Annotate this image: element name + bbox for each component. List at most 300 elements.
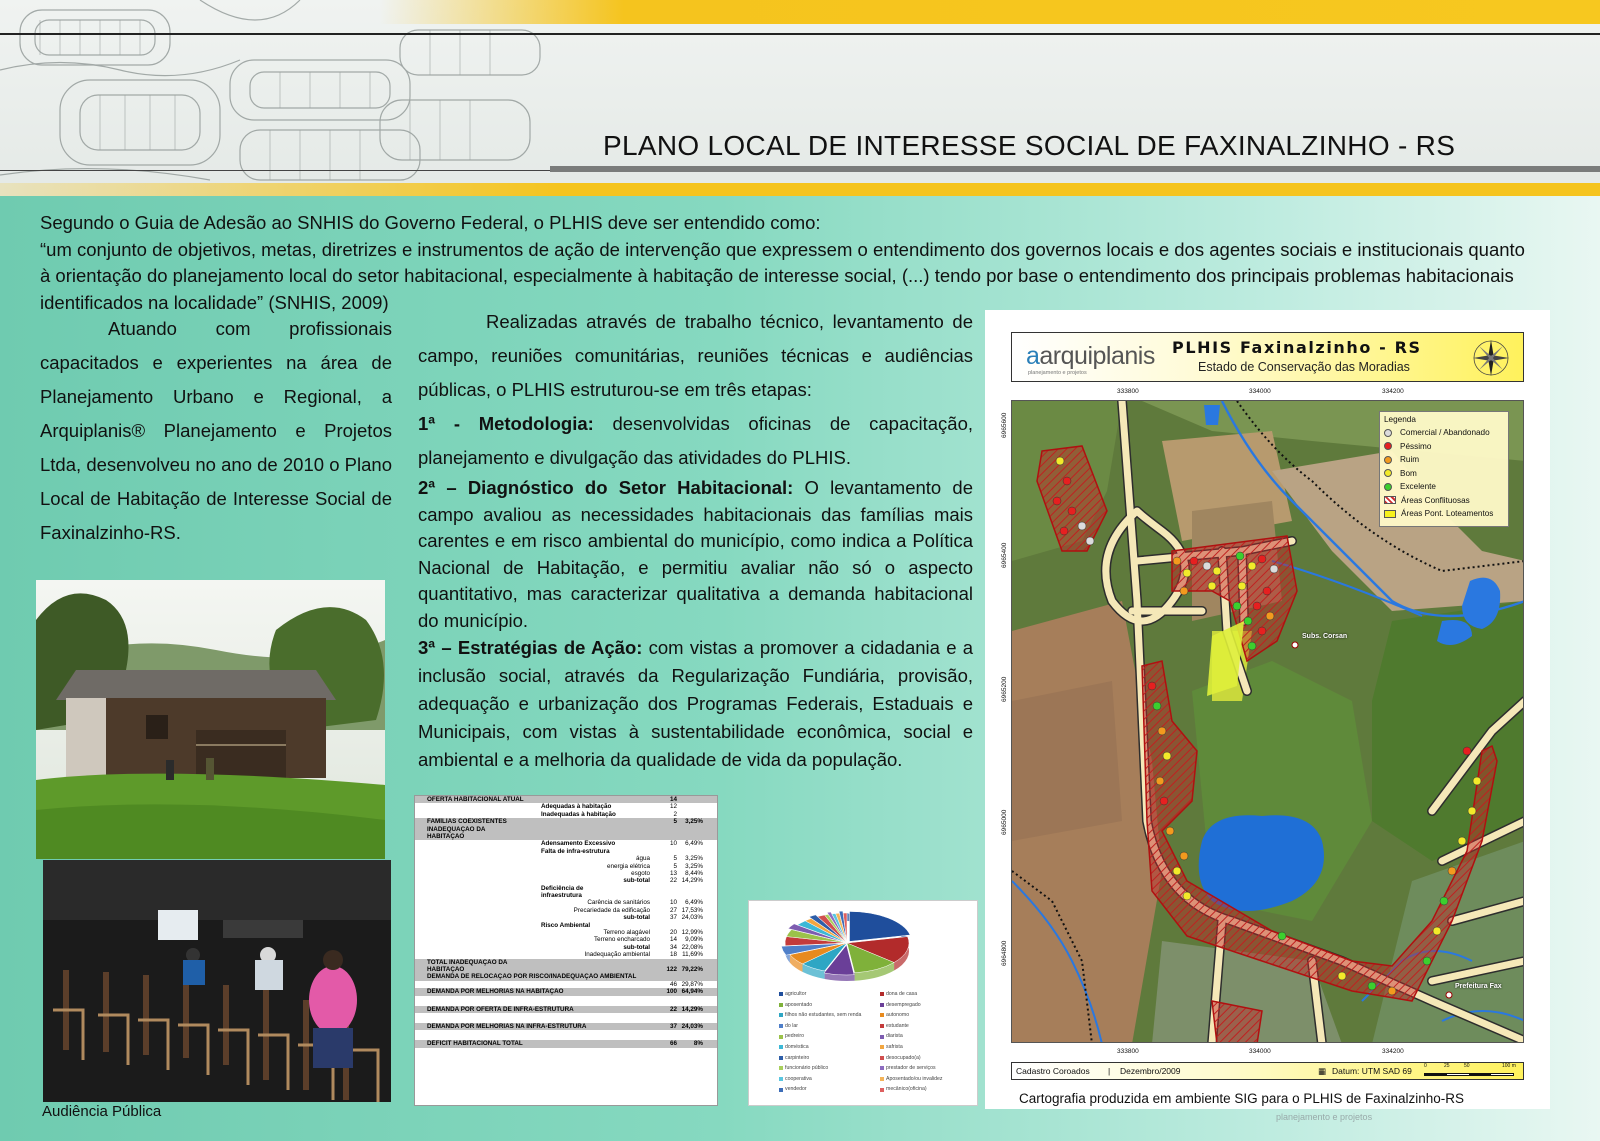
- dwelling-point: [1183, 892, 1191, 900]
- table-row: [415, 959, 717, 966]
- pie-legend-swatch: [779, 1066, 783, 1070]
- legend-swatch: [1384, 429, 1392, 437]
- table-row: [415, 877, 717, 884]
- pie-legend-item: [880, 1042, 975, 1053]
- pie-legend-swatch: [779, 1013, 783, 1017]
- header-thin-rule: [0, 170, 560, 171]
- pie-legend-item: [779, 1000, 874, 1011]
- table-row: [415, 885, 717, 892]
- table-cell: 6,49%: [685, 899, 703, 907]
- legend-item: Áreas Pont. Loteamentos: [1384, 507, 1504, 521]
- coord-side-5: 6964800: [1001, 940, 1008, 966]
- dwelling-point: [1060, 527, 1068, 535]
- table-row: [415, 863, 717, 870]
- table-cell: Risco Ambiental: [541, 921, 591, 929]
- intro-quote: “um conjunto de objetivos, metas, diretrizes e instrumentos de ação de intervenção que expressem o entendimento dos governos locais e dos agentes sociais e institucionais quanto à orientação do planejamento local do setor habitacional, especialmente à habitação de interesse social, (...) tendo por base o entendimento dos principais problemas habitacionais identificados na localidade” (SNHIS, 2009): [40, 238, 1525, 313]
- stage-2-title: 2ª – Diagnóstico do Setor Habitacional:: [418, 477, 794, 498]
- coord-side-3: 6965200: [1001, 676, 1008, 702]
- table-cell: Inadequação ambiental: [584, 951, 650, 959]
- pie-legend-swatch: [779, 1003, 783, 1007]
- table-cell: [653, 959, 679, 966]
- coord-top-3: 334200: [1382, 388, 1404, 395]
- pie-legend-label: autonomo: [886, 1012, 910, 1019]
- pie-legend-item: [880, 1000, 975, 1011]
- table-cell: 11,69%: [682, 951, 703, 959]
- legend-swatch: [1384, 510, 1396, 518]
- pie-legend-label: prestador de serviços: [886, 1065, 936, 1072]
- table-cell: Terreno alagável: [603, 929, 650, 937]
- table-row: [415, 966, 717, 973]
- stages-intro: Realizadas através de trabalho técnico, levantamento de campo, reuniões comunitárias, reuniões técnicas e audiências públicas, o PLHIS estruturou-se em três etapas:: [418, 311, 973, 400]
- table-cell: 17,53%: [681, 906, 703, 914]
- table-cell: 3,25%: [685, 862, 703, 870]
- pie-legend-swatch: [880, 1013, 884, 1017]
- table-cell: [415, 907, 533, 914]
- coord-side-2: 6965400: [1001, 542, 1008, 568]
- table-row: [415, 1023, 717, 1030]
- pie-legend-swatch: [880, 1077, 884, 1081]
- table-row: [415, 811, 717, 818]
- table-row: [415, 981, 717, 988]
- table-row: [415, 929, 717, 936]
- legend-item: Bom: [1384, 467, 1504, 481]
- table-cell: 122: [666, 965, 677, 973]
- table-cell: 14,29%: [681, 877, 703, 885]
- dwelling-point: [1463, 747, 1471, 755]
- map-legend: [1379, 411, 1509, 527]
- table-cell: 46: [669, 980, 677, 988]
- table-cell: 29,87%: [681, 980, 703, 988]
- pie-legend-swatch: [880, 1003, 884, 1007]
- table-cell: esgoto: [631, 869, 650, 877]
- table-cell: [415, 914, 533, 921]
- table-cell: 8,44%: [685, 869, 703, 877]
- table-cell: Deficiência de: [541, 884, 584, 892]
- pie-legend-label: carpinteiro: [785, 1054, 810, 1061]
- table-cell: 2: [673, 810, 677, 818]
- pie-legend-swatch: [880, 1066, 884, 1070]
- dwelling-point: [1180, 587, 1188, 595]
- legend-swatch: [1384, 496, 1396, 504]
- table-cell: infraestrutura: [541, 892, 582, 900]
- table-cell: 14: [669, 936, 677, 944]
- dwelling-point: [1153, 702, 1161, 710]
- scale-label: 0: [1424, 1063, 1427, 1069]
- legend-item: Áreas Conflituosas: [1384, 494, 1504, 508]
- map-panel: [985, 310, 1550, 1109]
- table-cell: Inadequadas à habitação: [541, 810, 616, 818]
- pie-legend-item: [880, 1063, 975, 1074]
- table-cell: [415, 877, 533, 884]
- dwelling-point: [1248, 642, 1256, 650]
- pie-legend-item: [880, 1074, 975, 1085]
- table-cell: [653, 826, 679, 833]
- table-cell: 10: [669, 840, 677, 848]
- pie-legend-swatch: [779, 1077, 783, 1081]
- dwelling-point: [1213, 567, 1221, 575]
- table-cell: [653, 922, 679, 929]
- pie-legend-label: Aposentado/ou invalidez: [886, 1075, 943, 1082]
- table-cell: DEMANDA POR MELHORIAS NA INFRA-ESTRUTURA: [427, 1022, 587, 1030]
- table-cell: 34: [669, 943, 677, 951]
- table-cell: 10: [669, 899, 677, 907]
- table-row: [415, 840, 717, 847]
- table-cell: 13: [669, 869, 677, 877]
- grid-icon: ▦: [1318, 1066, 1327, 1076]
- dwelling-point: [1180, 852, 1188, 860]
- table-cell: 27: [669, 906, 677, 914]
- legend-item: Excelente: [1384, 480, 1504, 494]
- table-row: [415, 988, 717, 995]
- dwelling-point: [1368, 982, 1376, 990]
- coord-side-4: 6965000: [1001, 809, 1008, 835]
- table-cell: DEMANDA DE RELOCAÇÃO POR RISCO/INADEQUAÇÃO AMBIENTAL: [427, 973, 637, 981]
- pie-legend-swatch: [880, 992, 884, 996]
- photo-caption: Audiência Pública: [42, 1103, 162, 1120]
- dwelling-point: [1183, 569, 1191, 577]
- table-cell: 14,29%: [681, 1005, 703, 1013]
- place-label-prefeitura: Prefeitura Fax: [1455, 983, 1502, 990]
- dwelling-point: [1173, 867, 1181, 875]
- table-cell: 100: [666, 988, 677, 996]
- pie-svg: [749, 901, 978, 991]
- table-row: [415, 848, 717, 855]
- pie-legend-item: [880, 1021, 975, 1032]
- header-yellow-bottom: [0, 183, 1600, 196]
- pie-legend-label: do lar: [785, 1022, 798, 1029]
- table-cell: [679, 826, 705, 833]
- map-footer: [1011, 1062, 1524, 1080]
- pie-legend-item: [779, 1084, 874, 1095]
- table-cell: 5: [673, 818, 677, 826]
- map-date: Dezembro/2009: [1120, 1066, 1181, 1076]
- table-cell: [653, 833, 679, 840]
- scale-label: 25: [1444, 1063, 1450, 1069]
- table-cell: [415, 929, 533, 936]
- table-row: [415, 826, 717, 833]
- table-row: [415, 870, 717, 877]
- table-cell: Adensamento Excessivo: [541, 840, 616, 848]
- pie-legend-swatch: [880, 1035, 884, 1039]
- pie-legend-swatch: [779, 1035, 783, 1039]
- coord-top-2: 334000: [1249, 388, 1271, 395]
- dwelling-point: [1158, 727, 1166, 735]
- table-cell: [679, 833, 705, 840]
- stage-1-title: 1ª - Metodologia:: [418, 413, 594, 434]
- dwelling-point: [1270, 565, 1278, 573]
- table-cell: 20: [669, 929, 677, 937]
- stage-2-text: O levantamento de campo avaliou as necessidades habitacionais das famílias mais carentes e em risco ambiental do município, como indica a Política Nacional de Habitação, e permitiu avaliar não só o aspecto quantitativo, mas caracterizar qualitativa a demanda habitacional do município.: [418, 477, 974, 631]
- legend-item: Ruim: [1384, 453, 1504, 467]
- pie-legend-swatch: [779, 1045, 783, 1049]
- pie-legend-swatch: [779, 992, 783, 996]
- stage-1-text: desenvolvidas oficinas de capacitação, planejamento e divulgação das atividades do PLHIS.: [418, 413, 974, 468]
- table-cell: 24,03%: [681, 914, 703, 922]
- pie-legend-item: [880, 1053, 975, 1064]
- dwelling-point: [1448, 867, 1456, 875]
- table-cell: sub-total: [623, 914, 650, 922]
- dwelling-point: [1278, 932, 1286, 940]
- pie-legend-swatch: [880, 1056, 884, 1060]
- dwelling-point: [1086, 537, 1094, 545]
- table-cell: 6,49%: [685, 840, 703, 848]
- pie-legend-label: doméstica: [785, 1043, 809, 1050]
- pie-legend-label: pedreiro: [785, 1033, 805, 1040]
- table-cell: [679, 892, 705, 899]
- dwelling-point: [1160, 797, 1168, 805]
- table-cell: [415, 899, 533, 906]
- coord-top-1: 333800: [1117, 388, 1139, 395]
- table-row: [415, 855, 717, 862]
- pie-legend-item: [779, 1031, 874, 1042]
- map-source: Cadastro Coroados: [1016, 1066, 1090, 1076]
- house-photo: [36, 580, 385, 859]
- header-rule: [0, 33, 1600, 35]
- scale-label: 50: [1464, 1063, 1470, 1069]
- dwelling-point: [1468, 807, 1476, 815]
- legend-title: Legenda: [1384, 415, 1416, 424]
- dwelling-point: [1208, 582, 1216, 590]
- table-row: [415, 1013, 717, 1023]
- pie-legend-label: desocupado(a): [886, 1054, 921, 1061]
- housing-deficit-table: [414, 795, 718, 1106]
- scale-label: 100 m: [1502, 1063, 1516, 1069]
- table-cell: [653, 885, 679, 892]
- table-cell: FAMÍLIAS COEXISTENTES: [427, 818, 507, 826]
- table-row: [415, 973, 717, 980]
- legend-item: Péssimo: [1384, 440, 1504, 454]
- table-cell: 3,25%: [685, 855, 703, 863]
- header-yellow-band: [380, 0, 1600, 24]
- pie-legend-label: desempregado: [886, 1001, 921, 1008]
- pie-legend-label: aposentado: [785, 1001, 813, 1008]
- table-cell: 22: [669, 877, 677, 885]
- dwelling-point: [1248, 562, 1256, 570]
- table-cell: HABITAÇÃO: [427, 832, 465, 840]
- dwelling-point: [1056, 457, 1064, 465]
- stage-3: [418, 634, 973, 774]
- dwelling-point: [1148, 682, 1156, 690]
- dwelling-point: [1244, 617, 1252, 625]
- table-cell: DEMANDA POR OFERTA DE INFRA-ESTRUTURA: [427, 1005, 574, 1013]
- table-cell: [415, 936, 533, 943]
- table-cell: Carência de sanitários: [587, 899, 650, 907]
- dwelling-point: [1053, 497, 1061, 505]
- pie-legend-swatch: [779, 1056, 783, 1060]
- table-cell: [415, 951, 533, 958]
- pie-legend-swatch: [779, 1024, 783, 1028]
- table-cell: 64,94%: [681, 988, 703, 996]
- table-cell: [653, 892, 679, 899]
- north-arrow-icon: [1471, 338, 1511, 378]
- table-cell: Terreno encharcado: [593, 936, 650, 944]
- dwelling-point: [1440, 897, 1448, 905]
- pie-legend-label: cooperativa: [785, 1075, 812, 1082]
- dwelling-point: [1233, 602, 1241, 610]
- table-cell: [415, 863, 533, 870]
- table-cell: 14: [669, 796, 677, 803]
- table-cell: 66: [669, 1040, 677, 1048]
- table-cell: [679, 848, 705, 855]
- pie-legend-item: [880, 1010, 975, 1021]
- table-row: [415, 796, 717, 803]
- pie-legend-item: [880, 1084, 975, 1095]
- footer-separator: |: [1108, 1066, 1111, 1076]
- table-cell: 22: [669, 1005, 677, 1013]
- coord-bottom-1: 333800: [1117, 1048, 1139, 1055]
- dwelling-point: [1388, 987, 1396, 995]
- pie-legend-label: funcionário público: [785, 1065, 829, 1072]
- table-cell: 37: [669, 914, 677, 922]
- stage-1: [418, 407, 973, 475]
- table-row: [415, 833, 717, 840]
- table-cell: OFERTA HABITACIONAL ATUAL: [427, 796, 524, 803]
- table-row: [415, 907, 717, 914]
- table-cell: sub-total: [623, 877, 650, 885]
- table-row: [415, 1030, 717, 1040]
- left-text: Atuando com profissionais capacitados e experientes na área de Planejamento Urbano e Regional, a Arquiplanis® Planejamento e Projetos Ltda, desenvolveu no ano de 2010 o Plano Local de Habitação de Interesse Social de Faxinalzinho-RS.: [40, 318, 392, 543]
- logo-text: arquiplanis: [1039, 342, 1155, 370]
- pie-legend-swatch: [779, 1088, 783, 1092]
- table-cell: 22,08%: [681, 943, 703, 951]
- table-row: [415, 922, 717, 929]
- pie-legend-swatch: [880, 1024, 884, 1028]
- dwelling-point: [1266, 612, 1274, 620]
- table-row: [415, 996, 717, 1006]
- pie-legend-item: [880, 1031, 975, 1042]
- pie-legend-item: [779, 1053, 874, 1064]
- table-row: [415, 951, 717, 958]
- table-cell: 8%: [693, 1040, 703, 1048]
- title-underline: [550, 166, 1600, 172]
- table-row: [415, 1040, 717, 1047]
- pie-legend-item: [880, 989, 975, 1000]
- intro-line: Segundo o Guia de Adesão ao SNHIS do Governo Federal, o PLHIS deve ser entendido como:: [40, 212, 821, 233]
- scale-bar: [1424, 1073, 1514, 1076]
- table-cell: 24,03%: [681, 1022, 703, 1030]
- dwelling-point: [1156, 777, 1164, 785]
- table-cell: 9,09%: [685, 936, 703, 944]
- coord-bottom-2: 334000: [1249, 1048, 1271, 1055]
- dwelling-point: [1263, 587, 1271, 595]
- table-cell: água: [635, 855, 650, 863]
- table-cell: [653, 973, 679, 980]
- map-datum: Datum: UTM SAD 69: [1332, 1066, 1412, 1076]
- pie-legend: [779, 989, 975, 1095]
- intro-text: [40, 210, 1540, 316]
- table-cell: Precariedade da edificação: [573, 906, 650, 914]
- dwelling-point: [1203, 562, 1211, 570]
- table-cell: INADEQUAÇÃO DA: [427, 825, 486, 833]
- coord-side-1: 6965600: [1001, 412, 1008, 438]
- table-cell: 12: [669, 803, 677, 811]
- pie-legend-label: dona de casa: [886, 991, 918, 997]
- dwelling-point: [1458, 837, 1466, 845]
- pie-legend-label: filhos não estudantes, sem renda: [785, 1012, 862, 1019]
- place-label-corsan: Subs. Corsan: [1302, 633, 1348, 640]
- dwelling-point: [1173, 557, 1181, 565]
- logo-subtitle: planejamento e projetos: [1028, 370, 1087, 376]
- pie-legend-item: [779, 989, 874, 1000]
- table-cell: DEMANDA POR MELHORIAS NA HABITAÇÃO: [427, 988, 564, 996]
- table-cell: Falta de infra-estrutura: [541, 847, 610, 855]
- stage-3-text: com vistas a promover a cidadania e a inclusão social, através da Regularização Fundiária, provisão, adequação e urbanização dos Programas Federais, Estaduais e Municipais, com vistas à sustentabilidade econômica, social e ambiental e a melhoria da qualidade de vida da população.: [418, 637, 973, 770]
- table-cell: Adequadas à habitação: [541, 803, 612, 811]
- table-row: [415, 899, 717, 906]
- dwelling-point: [1473, 777, 1481, 785]
- table-row: [415, 914, 717, 921]
- table-row: [415, 803, 717, 810]
- table-cell: sub-total: [623, 943, 650, 951]
- pie-legend-label: mecânico(oficina): [886, 1086, 927, 1093]
- dwelling-point: [1338, 972, 1346, 980]
- map-subtitle: Estado de Conservação das Moradias: [1198, 360, 1410, 374]
- dwelling-point: [1423, 957, 1431, 965]
- pie-legend-item: [779, 1074, 874, 1085]
- legend-swatch: [1384, 442, 1392, 450]
- table-row: [415, 1006, 717, 1013]
- table-row: [415, 936, 717, 943]
- dwelling-point: [1433, 927, 1441, 935]
- legend-swatch: [1384, 469, 1392, 477]
- table-row: [415, 818, 717, 825]
- table-cell: [415, 870, 533, 877]
- dwelling-point: [1078, 522, 1086, 530]
- table-cell: [415, 981, 533, 988]
- table-cell: 79,22%: [681, 965, 703, 973]
- pie-legend-item: [779, 1042, 874, 1053]
- dwelling-point: [1258, 627, 1266, 635]
- pie-legend-swatch: [880, 1088, 884, 1092]
- pie-legend-item: [779, 1021, 874, 1032]
- table-row: [415, 892, 717, 899]
- dwelling-point: [1190, 557, 1198, 565]
- stage-3-title: 3ª – Estratégias de Ação:: [418, 637, 643, 658]
- stage-2: [418, 475, 973, 634]
- left-paragraph: [40, 312, 392, 550]
- map-caption: Cartografia produzida em ambiente SIG para o PLHIS de Faxinalzinho-RS: [1019, 1091, 1464, 1106]
- pie-slice: [850, 911, 911, 941]
- occupation-pie-chart: [748, 900, 978, 1106]
- table-cell: 3,25%: [685, 818, 703, 826]
- map-title: PLHIS Faxinalzinho - RS: [1172, 338, 1422, 357]
- pie-legend-label: diarista: [886, 1033, 903, 1040]
- legend-item: Comercial / Abandonado: [1384, 426, 1504, 440]
- dwelling-point: [1166, 827, 1174, 835]
- pie-legend-label: agricultor: [785, 991, 807, 997]
- pie-legend-item: [779, 1010, 874, 1021]
- dwelling-point: [1253, 602, 1261, 610]
- table-cell: [679, 811, 705, 818]
- pie-legend-label: estudante: [886, 1022, 909, 1029]
- table-cell: TOTAL INADEQUAÇÃO DA: [427, 958, 508, 966]
- table-cell: 12,99%: [681, 929, 703, 937]
- page-title: PLANO LOCAL DE INTERESSE SOCIAL DE FAXINALZINHO - RS: [603, 130, 1456, 161]
- dwelling-point: [1063, 477, 1071, 485]
- pie-legend-label: safrista: [886, 1043, 903, 1050]
- watermark: planejamento e projetos: [1276, 1112, 1373, 1122]
- pie-legend-item: [779, 1063, 874, 1074]
- table-cell: [415, 855, 533, 862]
- table-cell: [679, 922, 705, 929]
- table-cell: [679, 973, 705, 980]
- table-cell: 5: [673, 862, 677, 870]
- header-banner: [0, 0, 1600, 196]
- arquiplanis-logo: aarquiplanis: [1026, 342, 1155, 370]
- table-cell: 37: [669, 1022, 677, 1030]
- table-cell: [653, 848, 679, 855]
- coord-bottom-3: 334200: [1382, 1048, 1404, 1055]
